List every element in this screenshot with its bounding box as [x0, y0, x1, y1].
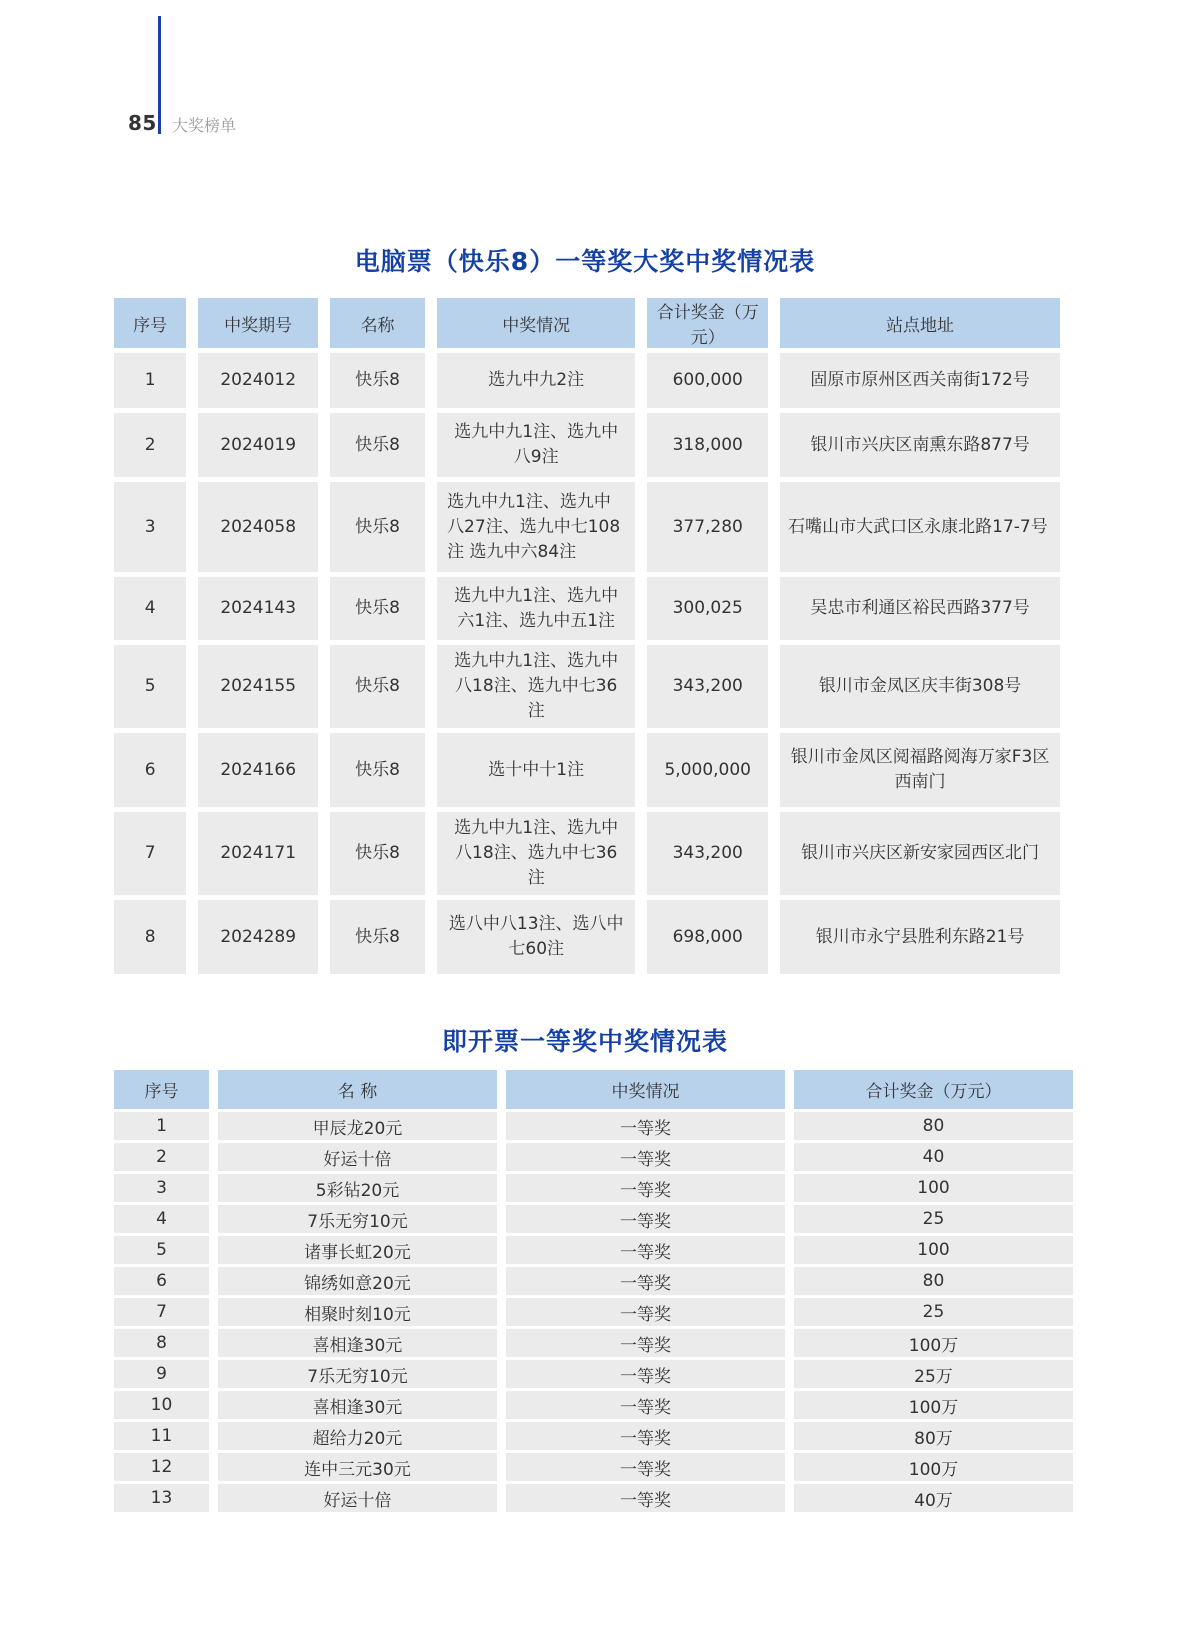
row-award: 一等奖: [506, 1112, 785, 1140]
row-award: 一等奖: [506, 1391, 785, 1419]
table2-header-award: 中奖情况: [506, 1070, 785, 1109]
table-row: [114, 1298, 1073, 1326]
row-amount: 600,000: [647, 353, 768, 408]
row-amount: 698,000: [647, 900, 768, 974]
row-name: 7乐无穷10元: [218, 1205, 497, 1233]
row-issue: 2024155: [198, 645, 318, 728]
table-instant-first-prize: [105, 1067, 1082, 1515]
row-amount: 80: [794, 1112, 1073, 1140]
table1-title: 电脑票（快乐8）一等奖大奖中奖情况表: [354, 247, 816, 276]
table-row: [114, 645, 1060, 728]
row-name: 喜相逢30元: [218, 1391, 497, 1419]
row-no: 3: [114, 1174, 209, 1202]
row-no: 12: [114, 1453, 209, 1481]
row-name: 快乐8: [330, 733, 425, 807]
row-issue: 2024143: [198, 577, 318, 640]
table1-header-name: 名称: [330, 298, 425, 348]
row-address: 石嘴山市大武口区永康北路17-7号: [780, 482, 1060, 572]
table1-header-amount: 合计奖金（万元）: [647, 298, 768, 348]
row-no: 7: [114, 812, 186, 895]
section-title: 大奖榜单: [172, 116, 237, 135]
table-row: [114, 413, 1060, 477]
row-no: 9: [114, 1360, 209, 1388]
table1-header-address: 站点地址: [780, 298, 1060, 348]
row-amount: 40: [794, 1143, 1073, 1171]
table-row: [114, 1143, 1073, 1171]
row-award: 一等奖: [506, 1267, 785, 1295]
row-amount: 25: [794, 1205, 1073, 1233]
row-no: 8: [114, 900, 186, 974]
table-row: [114, 353, 1060, 408]
row-amount: 318,000: [647, 413, 768, 477]
table-row: [114, 1236, 1073, 1264]
row-amount: 100万: [794, 1453, 1073, 1481]
row-amount: 5,000,000: [647, 733, 768, 807]
row-no: 10: [114, 1391, 209, 1419]
row-award: 一等奖: [506, 1174, 785, 1202]
row-no: 3: [114, 482, 186, 572]
row-address: 银川市兴庆区南熏东路877号: [780, 413, 1060, 477]
row-address: 银川市兴庆区新安家园西区北门: [780, 812, 1060, 895]
table-row: [114, 482, 1060, 572]
row-award: 一等奖: [506, 1298, 785, 1326]
row-amount: 40万: [794, 1484, 1073, 1512]
row-name: 快乐8: [330, 482, 425, 572]
row-no: 1: [114, 353, 186, 408]
table2-header-row: [114, 1070, 1073, 1109]
row-award: 选九中九1注、选九中八18注、选九中七36注: [437, 812, 635, 895]
table1-header-no: 序号: [114, 298, 186, 348]
row-award: 一等奖: [506, 1329, 785, 1357]
row-amount: 25: [794, 1298, 1073, 1326]
row-award: 选九中九1注、选九中八27注、选九中七108注 选九中六84注: [437, 482, 635, 572]
row-name: 快乐8: [330, 900, 425, 974]
row-amount: 300,025: [647, 577, 768, 640]
row-no: 5: [114, 1236, 209, 1264]
row-award: 选九中九2注: [437, 353, 635, 408]
table-row: [114, 1422, 1073, 1450]
table-row: [114, 1174, 1073, 1202]
row-award: 选十中十1注: [437, 733, 635, 807]
row-award: 一等奖: [506, 1484, 785, 1512]
table-row: [114, 733, 1060, 807]
row-no: 2: [114, 1143, 209, 1171]
row-name: 7乐无穷10元: [218, 1360, 497, 1388]
table-row: [114, 1484, 1073, 1512]
table-row: [114, 1329, 1073, 1357]
row-name: 超给力20元: [218, 1422, 497, 1450]
row-name: 诸事长虹20元: [218, 1236, 497, 1264]
table-row: [114, 1391, 1073, 1419]
row-no: 6: [114, 733, 186, 807]
row-issue: 2024289: [198, 900, 318, 974]
row-name: 甲辰龙20元: [218, 1112, 497, 1140]
row-amount: 80万: [794, 1422, 1073, 1450]
row-amount: 100: [794, 1174, 1073, 1202]
table2-header-no: 序号: [114, 1070, 209, 1109]
row-no: 6: [114, 1267, 209, 1295]
row-amount: 80: [794, 1267, 1073, 1295]
row-award: 选九中九1注、选九中六1注、选九中五1注: [437, 577, 635, 640]
page-number: 85: [128, 111, 157, 135]
table-row: [114, 812, 1060, 895]
header-divider-line: [158, 16, 161, 134]
row-address: 银川市永宁县胜利东路21号: [780, 900, 1060, 974]
row-award: 一等奖: [506, 1360, 785, 1388]
row-amount: 377,280: [647, 482, 768, 572]
row-address: 银川市金凤区阅福路阅海万家F3区西南门: [780, 733, 1060, 807]
row-name: 好运十倍: [218, 1484, 497, 1512]
row-name: 快乐8: [330, 353, 425, 408]
table1-header-issue: 中奖期号: [198, 298, 318, 348]
row-no: 7: [114, 1298, 209, 1326]
table-row: [114, 900, 1060, 974]
row-name: 相聚时刻10元: [218, 1298, 497, 1326]
table-row: [114, 1360, 1073, 1388]
row-award: 一等奖: [506, 1422, 785, 1450]
row-issue: 2024019: [198, 413, 318, 477]
row-name: 快乐8: [330, 812, 425, 895]
row-name: 快乐8: [330, 645, 425, 728]
row-no: 2: [114, 413, 186, 477]
table2-header-amount: 合计奖金（万元）: [794, 1070, 1073, 1109]
row-address: 吴忠市利通区裕民西路377号: [780, 577, 1060, 640]
row-issue: 2024058: [198, 482, 318, 572]
table-row: [114, 1205, 1073, 1233]
table-row: [114, 1453, 1073, 1481]
row-award: 选九中九1注、选九中八18注、选九中七36注: [437, 645, 635, 728]
table1-header-award: 中奖情况: [437, 298, 635, 348]
row-no: 1: [114, 1112, 209, 1140]
row-name: 5彩钻20元: [218, 1174, 497, 1202]
row-award: 选八中八13注、选八中七60注: [437, 900, 635, 974]
row-name: 喜相逢30元: [218, 1329, 497, 1357]
row-no: 11: [114, 1422, 209, 1450]
row-amount: 100万: [794, 1329, 1073, 1357]
row-issue: 2024166: [198, 733, 318, 807]
table-row: [114, 1267, 1073, 1295]
row-amount: 100: [794, 1236, 1073, 1264]
table2-title: 即开票一等奖中奖情况表: [441, 1027, 728, 1056]
row-award: 选九中九1注、选九中八9注: [437, 413, 635, 477]
table-row: [114, 577, 1060, 640]
row-award: 一等奖: [506, 1205, 785, 1233]
table-keno-first-prize: [102, 293, 1072, 979]
table-row: [114, 1112, 1073, 1140]
row-name: 连中三元30元: [218, 1453, 497, 1481]
row-no: 4: [114, 577, 186, 640]
row-issue: 2024171: [198, 812, 318, 895]
row-address: 银川市金凤区庆丰街308号: [780, 645, 1060, 728]
row-name: 好运十倍: [218, 1143, 497, 1171]
row-amount: 100万: [794, 1391, 1073, 1419]
row-award: 一等奖: [506, 1453, 785, 1481]
table2-header-name: 名 称: [218, 1070, 497, 1109]
row-no: 4: [114, 1205, 209, 1233]
row-no: 8: [114, 1329, 209, 1357]
row-address: 固原市原州区西关南街172号: [780, 353, 1060, 408]
row-amount: 343,200: [647, 812, 768, 895]
row-amount: 343,200: [647, 645, 768, 728]
row-no: 5: [114, 645, 186, 728]
row-no: 13: [114, 1484, 209, 1512]
table1-header-row: [114, 298, 1060, 348]
row-award: 一等奖: [506, 1236, 785, 1264]
row-name: 锦绣如意20元: [218, 1267, 497, 1295]
row-name: 快乐8: [330, 413, 425, 477]
row-amount: 25万: [794, 1360, 1073, 1388]
row-award: 一等奖: [506, 1143, 785, 1171]
row-name: 快乐8: [330, 577, 425, 640]
row-issue: 2024012: [198, 353, 318, 408]
